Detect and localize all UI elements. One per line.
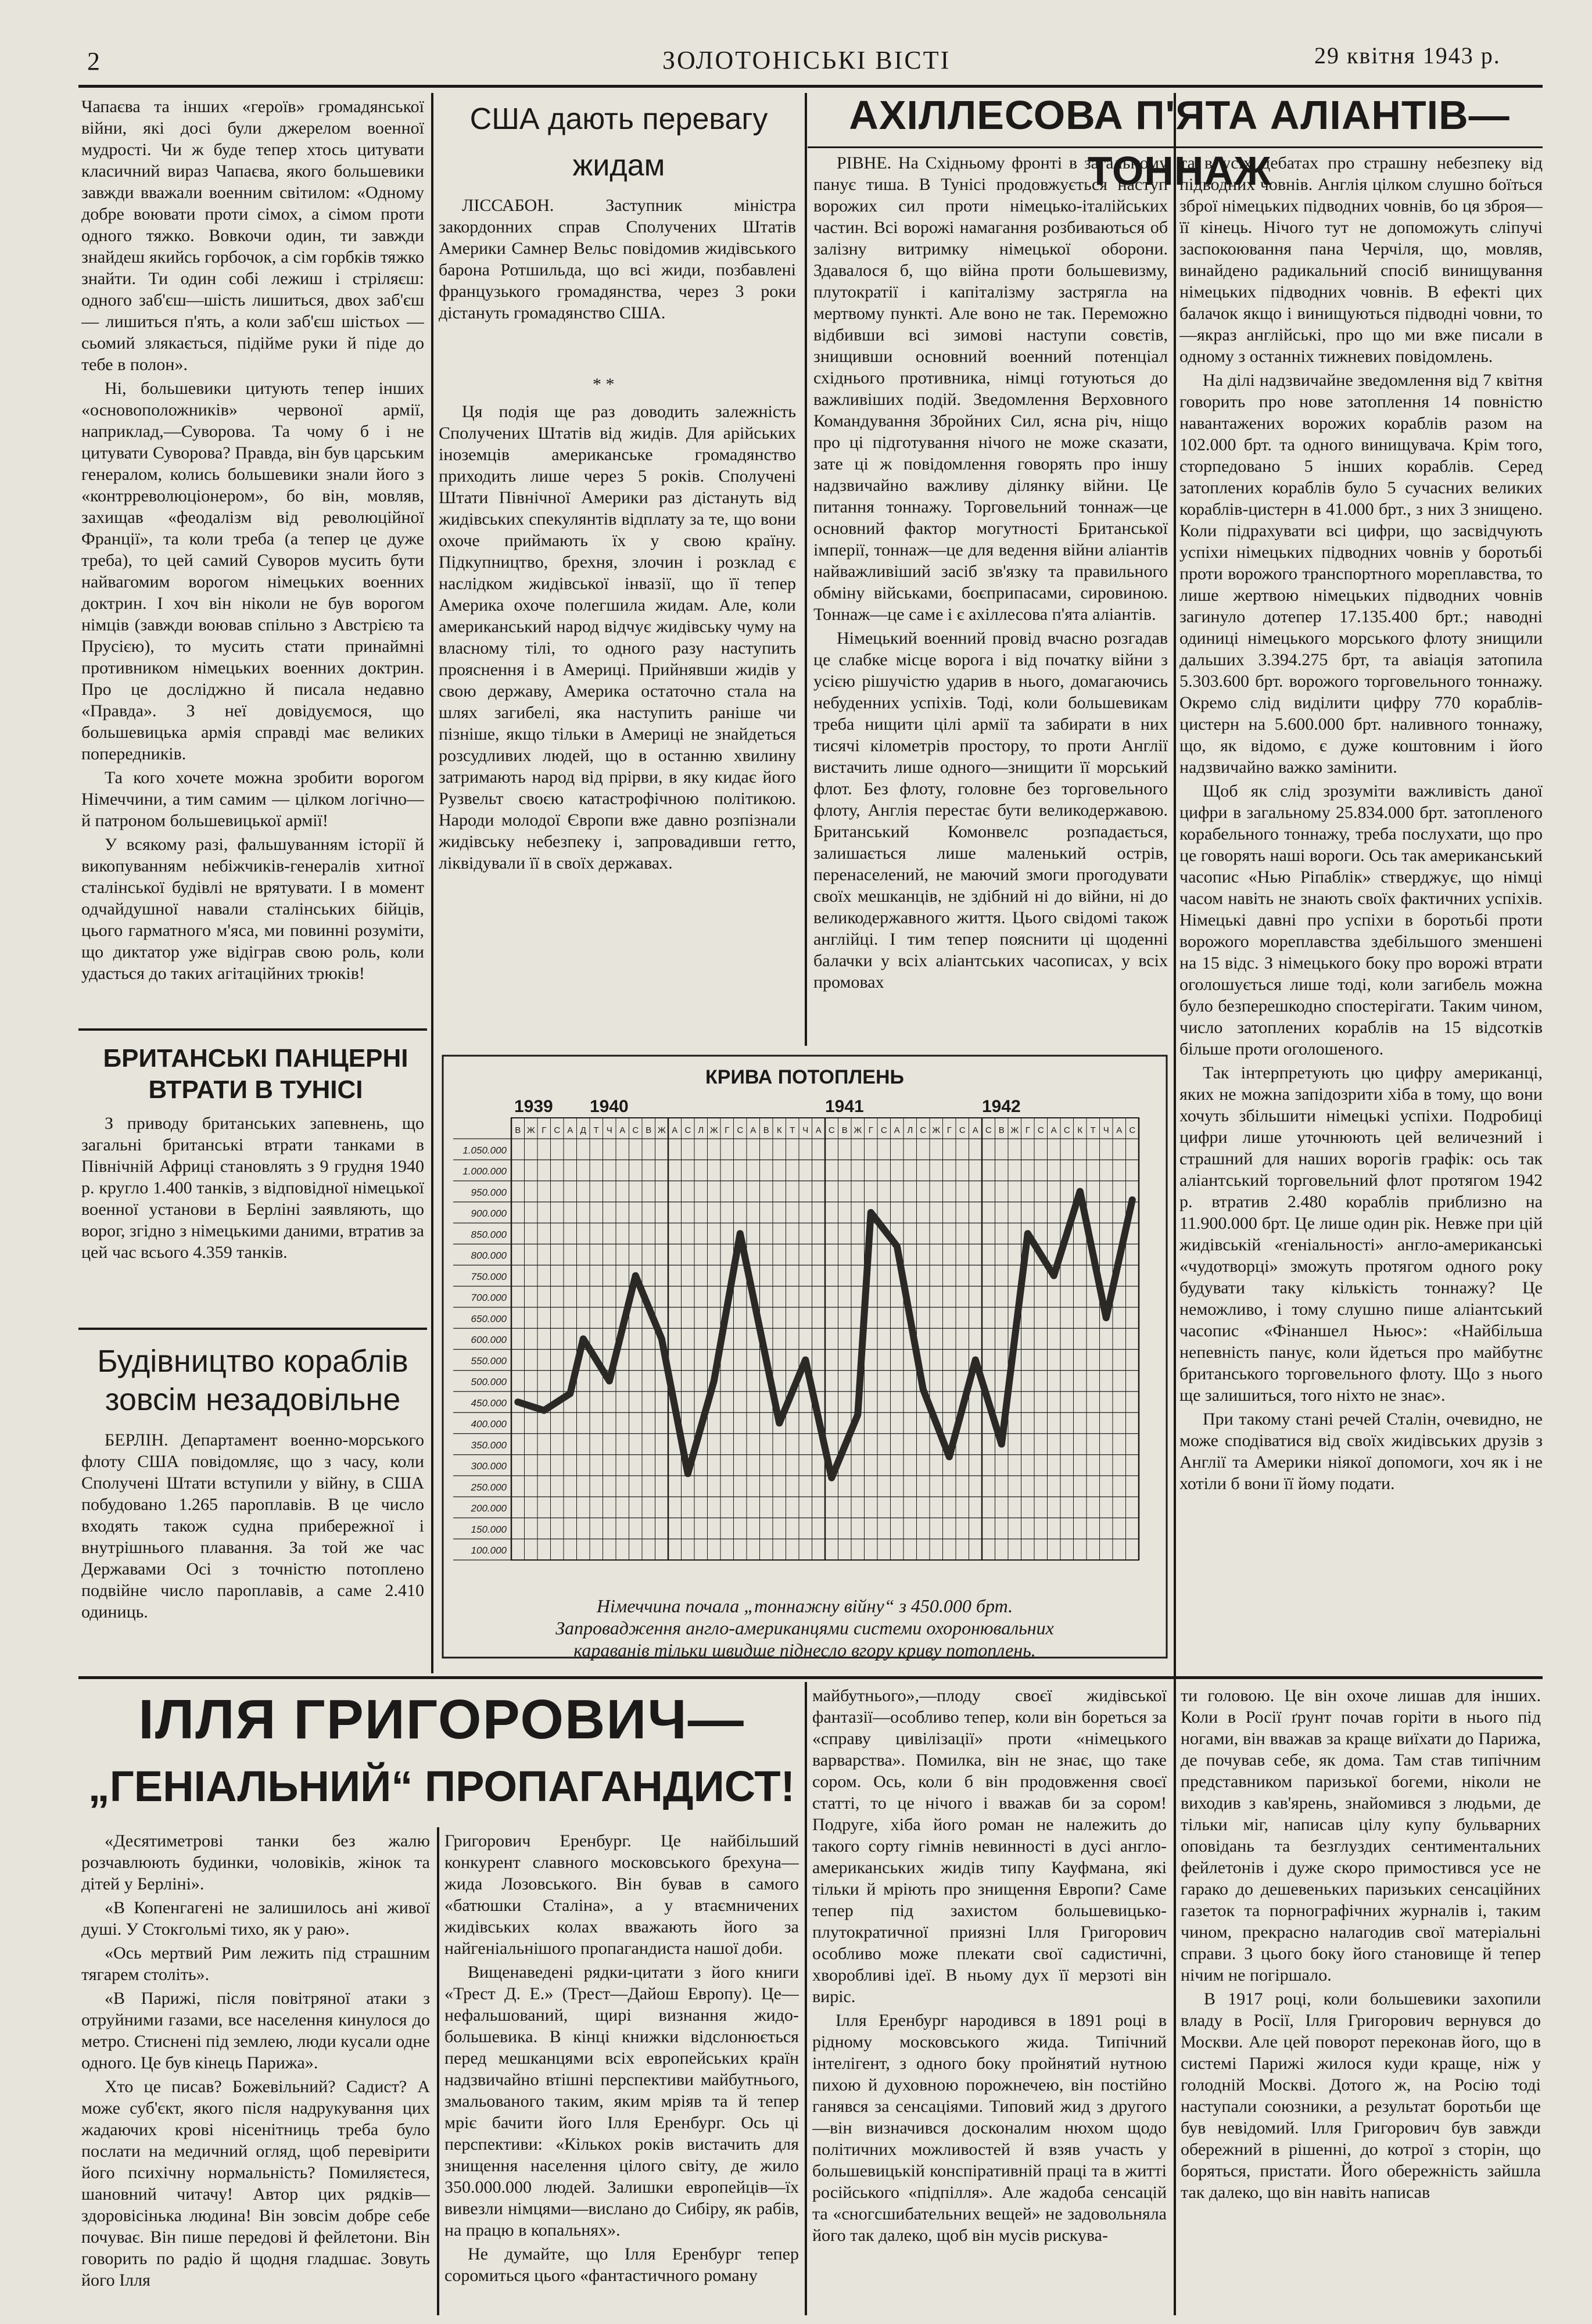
month-label: Г — [1025, 1125, 1030, 1135]
col1-top-article — [81, 96, 424, 1014]
month-label: Г — [946, 1125, 952, 1135]
british-tanks-headline: БРИТАНСЬКІ ПАНЦЕРНІ ВТРАТИ В ТУНІСІ — [103, 1044, 408, 1104]
month-label: Г — [868, 1125, 873, 1135]
paragraph: РІВНЕ. На Східньому фронті в загальному панує тиша. В Тунісі продовжується наступ ворожих сил проти німецько-італійських частин. Всі ворожі намагання розбиваються об залізну витримку німецької оборони. Здавалося б, що війна проти большевизму, плутократії і капіталізму застрягла на мертвому пункті. Але воно не так. Переможно відбивши всі зимові наступи совєтів, знищивши основний военний потенціал східнього противника, німці готуються до важливіших подій. Зведомлення Верховного Командування Збройних Сил, ясна річ, ніщо про ці підготування нічого не може сказати, зате ці ж повідомлення говорять про іншу надзвичайно важливу ділянку війни. Це питання тоннажу. Торговельний тоннаж—це основний фактор могутності Британської імперії, тоннаж—це для ведення війни аліантів найважливіший засіб зв'язку та правильного обміну військами, боєприпасами, сировиною. Тоннаж—це саме і є ахіллесова п'ята аліантів. — [813, 153, 1168, 624]
month-label: Т — [790, 1125, 795, 1135]
month-label: Г — [725, 1125, 730, 1135]
chart-caption — [447, 1595, 1162, 1661]
month-label: А — [972, 1125, 978, 1135]
paragraph: Хто це писав? Божевільний? Садист? А може суб'єкт, якого після надрукування цих жадаючих крові нісенітниць треба було послати на медичний огляд, щоб перевірити його психічну нормальність? Помиляєтеся, шановний читачу! Автор цих рядків—здоровісінька людина! Він зовсім добре себе почуває. Він пише передові й фейлетони. Він говорить по радіо й щодня гладшає. Зовуть його Ілля — [81, 2077, 430, 2290]
column-rule — [805, 1682, 807, 2315]
month-label: С — [554, 1125, 561, 1135]
usa-lead — [439, 195, 796, 369]
month-label: А — [1050, 1125, 1057, 1135]
achilles-col1 — [813, 152, 1168, 1059]
ehrenburg-col2 — [444, 1830, 799, 2318]
issue-date: 29 квітня 1943 р. — [1314, 42, 1501, 69]
paragraph: БЕРЛІН. Департамент военно-морського флоту США повідомляє, що з часу, коли Сполучені Штати вступили у війну, в США побудовано 1.265 пароплавів. В це число входять також судна прибережної і внутрішнього плавання. За той же час Державами Осі з точністю потоплено подвійне число пароплавів, а саме 2.410 одиниць. — [81, 1430, 424, 1622]
paragraph: Григорович Еренбург. Це найбільший конкурент славного московського брехуна—жида Лозовського. Він бував в самого «батюшки Сталіна», а у втаємничених жидівських колах вважають його за найгеніальнішого пропагандиста нашої доби. — [444, 1831, 799, 1958]
usa-headline: США дають перевагу жидам — [469, 102, 768, 182]
y-tick-label: 850.000 — [471, 1229, 507, 1240]
paragraph: майбутнього»,—плоду своєї жидівської фантазії—особливо тепер, коли він бореться за «справу цивілізації» проти «німецького варварства». Помилка, він не знає, що таке сором. Ось, коли б він продовження своєї статті, то це нічого і вважав би за сором! Подруге, хіба його роман не належить до такого сорту гімнів невинності в дусі англо-американських жидів типу Кауфмана, які тільки й мріють про знищення Европи? Саме тепер під захистом большевицько-плутократичної приязні Ілля Григорович особливо може плекати свої садистичні, хворобливі ідеї. В ньому дух її мерзоті він виріс. — [812, 1686, 1167, 2006]
y-tick-label: 800.000 — [471, 1250, 507, 1261]
section-rule — [78, 1676, 1543, 1679]
y-tick-label: 600.000 — [471, 1334, 507, 1346]
month-label: Ж — [932, 1125, 941, 1135]
paragraph: Ілля Еренбург народився в 1891 році в рідному московського жида. Типічний інтелігент, з одного боку пройнятий нутною пихою й духовною порожнечею, він постійно ганявся за сенсаціями. Типовий жид з другого—він визначився досконалим нюхом щодо політичних можливостей й взяв участь у большевицькій конспіративній праці та в житті російського «підпілля». Але жадоба сенсацій та «сногсшибательних вещей» не задовольняла його так далеко, щоб він мусів рискува- — [812, 2011, 1167, 2245]
year-label: 1942 — [982, 1097, 1021, 1116]
month-label: В — [763, 1125, 769, 1135]
y-tick-label: 1.050.000 — [462, 1145, 507, 1156]
headline-rule — [808, 146, 1543, 148]
month-label: Ж — [709, 1125, 718, 1135]
month-label: Ж — [657, 1125, 666, 1135]
shipbuilding-text — [81, 1429, 424, 1673]
month-label: А — [619, 1125, 626, 1135]
y-tick-label: 950.000 — [471, 1186, 507, 1198]
month-label: Ч — [606, 1125, 612, 1135]
paragraph: та в усіх дебатах про страшну небезпеку від підводних човнів. Англія цілком слушно боїться зброї німецьких підводних човнів, бо ця зброя—її кінець. Нічого тут не допоможуть сліпучі заспокоювання пана Черчіля, що, мовляв, винайдено радикальний спосіб винищування німецьких підводних човнів. В ефекті цих балачок якщо і винищуються підводні човни, то—якраз англійські, про що ми вже писали в одному з останніх тижневих повідомлень. — [1179, 153, 1543, 366]
month-label: Ч — [802, 1125, 809, 1135]
y-tick-label: 150.000 — [471, 1523, 507, 1535]
month-label: С — [632, 1125, 639, 1135]
paragraph: «Ось мертвий Рим лежить під страшним тягарем століть». — [81, 1943, 430, 1984]
paragraph: Щоб як слід зрозуміти важливість даної цифри в загальному 25.834.000 брт. затопленого корабельного тоннажу, треба послухати, що про це говорять наші вороги. Ось так американський часопис «Нью Рiпаблік» стверджує, що німці часом навіть не знають своїх фактичних успіхів. Німецькі давні про успіхи в боротьбі проти ворожого мореплавства здебільшого зменшені на 15 відс. З німецького боку про ворожі втрати оголошується лише тоді, коли загибель можна було безперешкодно спостерігати. Таким чином, число затоплених кораблів на 15 відсотків більше проти оголошеного. — [1179, 781, 1543, 1059]
column-rule — [437, 1827, 439, 2315]
paragraph: У всякому разі, фальшуванням історії й викопуванням небіжчиків-генералів хитної сталінської будівлі не врятувати. І в момент одчайдушної навали сталінських бійців, цього гарматного м'яса, ми повинні розуміти, що диктатор уже відіграв свою роль, коли удасться до таких агітаційних трюків! — [81, 835, 424, 983]
month-label: А — [750, 1125, 756, 1135]
month-label: С — [684, 1125, 691, 1135]
chart-title: КРИВА ПОТОПЛЕНЬ — [705, 1066, 904, 1088]
month-label: К — [1077, 1125, 1083, 1135]
ehrenburg-col4 — [1181, 1685, 1541, 2318]
paragraph: «В Копенгагені не залишилось ані живої душі. У Стокгольмі тихо, як у раю». — [81, 1898, 430, 1939]
month-label: С — [985, 1125, 992, 1135]
paragraph: Чапаєва та інших «героїв» громадянської війни, які досі були джерелом военної мудрості. Чи ж буде тепер хтось цитувати класичний вираз Чапаєва, якого большевики завжди вважали военним світилом: «Одному добре воювати проти сімох, а сімом проти одного тяжко. Вовкочи один, ти завжди знайдеш якийсь горбочок, а сім горбків тяжко знайти. Ти один собі лежиш і стріляєш: одного заб'єш—шість лишиться, двох заб'єш — лишиться п'ять, а коли заб'єш шістьох — сьомий злякається, підійме руки й піде до тебе в полон». — [81, 97, 424, 374]
paragraph: Не думайте, що Ілля Еренбург тепер соромиться цього «фантастичного роману — [444, 2244, 799, 2285]
y-tick-label: 500.000 — [471, 1376, 507, 1388]
column-rule — [431, 93, 433, 1673]
month-label: К — [776, 1125, 782, 1135]
month-label: С — [1063, 1125, 1070, 1135]
month-label: В — [515, 1125, 521, 1135]
year-label: 1939 — [514, 1097, 553, 1116]
paragraph: Ця подія ще раз доводить залежність Сполучених Штатів від жидів. Для арійських іноземців американське громадянство приходить лише через 5 років. Сполучені Штати Північної Америки раз дістануть від жидівських спекулянтів відплату за те, що вони охоче приймають їх у свою країну. Підкупництво, брехня, злочин і розклад є наслідком жидівської інвазії, що її тепер Америка охоче полегшила жидам. Але, коли американський народ відчує жидівську чуму на власному тілі, то одного разу наступить прояснення і в Америці. Прийнявши жидів у свою державу, Америка остаточно стала на шлях загибелі, яка наступить раніше чи пізніше, якщо тільки в Америці не знайдеться розсудливих людей, що в останню хвилину затримають народ від прірви, в яку кидає його Рузвельт своєю катастрофічною політикою. Народи молодої Європи вже давно розпізнали жидівську небезпеку і, запровадивши гетто, ліквідували її в своїх державах. — [439, 402, 796, 873]
month-label: В — [646, 1125, 652, 1135]
month-label: Л — [907, 1125, 913, 1135]
month-label: Т — [1090, 1125, 1096, 1135]
y-tick-label: 300.000 — [471, 1461, 507, 1472]
ehrenburg-headline-2: „ГЕНІАЛЬНИЙ“ ПРОПАГАНДИСТ! — [88, 1762, 795, 1810]
month-label: Т — [593, 1125, 599, 1135]
y-tick-label: 700.000 — [471, 1292, 507, 1304]
shipbuilding-headline: Будівництво кораблів зовсім незадовільне — [97, 1344, 408, 1417]
month-label: Л — [698, 1125, 704, 1135]
usa-text — [439, 401, 796, 1040]
sinking-curve-chart — [442, 1055, 1168, 1665]
year-label: 1941 — [825, 1097, 864, 1116]
section-rule — [78, 1028, 427, 1031]
caption-line: Запровадження англо-американцями системи охоронювальних — [555, 1618, 1054, 1638]
month-label: С — [959, 1125, 966, 1135]
month-label: Д — [580, 1125, 586, 1135]
paragraph: ЛІССАБОН. Заступник міністра закордонних справ Сполучених Штатів Америки Самнер Вельс повідомив жидівського барона Ротшильда, що всі жиди, позбавлені французького громадянства, через 3 роки дістануть громадянство США. — [439, 196, 796, 322]
month-label: Ж — [1010, 1125, 1019, 1135]
section-rule — [78, 1328, 427, 1330]
month-label: С — [880, 1125, 887, 1135]
month-label: Ж — [854, 1125, 862, 1135]
paragraph: На ділі надзвичайне зведомлення від 7 квітня говорить про нове затоплення 14 повністю навантажених ворожих кораблів разом на 102.000 брт. та одного винищувача. Крім того, сторпедовано 5 інших кораблів. Серед затоплених кораблів було 5 сучасних великих кораблів-цистерн в 41.000 брт., з них 3 знищено. Коли підрахувати всі цифри, що засвідчують успіхи німецьких підводних човнів у боротьбі проти ворожого транспортного мореплавства, то лише жертвою німецьких підводних човнів загинуло дотепер 17.135.400 брт.; наводні одиниці німецького морського флоту знищили дальших 3.394.275 брт, та авіація затопила 5.303.600 брт. ворожого торговельного тоннажу. Окремо слід виділити цифру 770 кораблів-цистерн на 5.600.000 брт. наливного тоннажу, що, як відомо, є дуже коштовним і його надзвичайно важко замінити. — [1179, 371, 1543, 777]
ehrenburg-headline-1: ІЛЛЯ ГРИГОРОВИЧ— — [138, 1688, 745, 1751]
y-tick-label: 650.000 — [471, 1313, 507, 1325]
month-label: Ч — [1103, 1125, 1109, 1135]
paragraph: Німецький военний провід вчасно розгадав це слабке місце ворога і від початку війни з усією рішучістю ударив в нього, домагаючись небуденних успіхів. Тоді, коли большевикам треба нищити цілі армії та забирати в них тисячі кілометрів простору, то проти Англії вистачить лише одного—знищити її морський флот. Без флоту, головне без торговельного флоту, Англія перестає бути великодержавою. Британський Комонвелс розпадається, залишається лише маленький острів, перенаселений, не маючий змоги прогодувати своїх мешканців, не здібний ні до війни, ні до великодержавного життя. Цього свідомі також англійці. І тим тепер пояснити ці щоденні балачки у всіх аліантських часописах, у всіх промовах — [813, 629, 1168, 992]
paragraph: Вищенаведені рядки-цитати з його книги «Трест Д. Е.» (Трест—Дайош Европу). Це—нефальшований, щирі визнання жидо-большевика. В кінці книжки відслонюється перед мешканцями всіх европейських країн надзвичайно втішні перспективи майбутнього, змальованого таким, яким мріяв та й тепер мріє бачити його Ілля Еренбург. Ось ці перспективи: «Кількох років вистачить для знищення населення цілого світу, де жило 350.000.000 людей. Залишки европейців—їх вивезли німцями—вислано до Сибіру, як рабів, на працю в копальнях». — [444, 1963, 799, 2240]
y-tick-label: 1.000.000 — [462, 1165, 507, 1177]
month-label: В — [998, 1125, 1005, 1135]
month-label: С — [920, 1125, 927, 1135]
column-rule — [1174, 1682, 1176, 2315]
month-label: С — [1129, 1125, 1136, 1135]
column-rule — [805, 93, 807, 1046]
month-label: С — [737, 1125, 744, 1135]
separator-stars: * * — [593, 375, 615, 394]
paragraph: З приводу британських запевнень, що загальні британські втрати танками в Північній Африці становлять з 9 грудня 1940 р. круглo 1.400 танків, з відповідної німецької военної установи в Берліні заявляють, що ворог, згідно з німецькими даними, втратив за цей час всього 4.359 танків. — [81, 1114, 424, 1262]
chart-svg — [442, 1055, 1168, 1665]
month-label: А — [1116, 1125, 1123, 1135]
month-label: С — [1037, 1125, 1044, 1135]
year-label: 1940 — [590, 1097, 629, 1116]
paragraph: «В Парижі, після повітряної атаки з отруйними газами, все населення кинулося до метро. Стиснені під землею, люди кусали одне одного. Це був кінець Парижа». — [81, 1989, 430, 2072]
paragraph: Ні, большевики цитують тепер інших «основоположників» червоної армії, наприклад,—Суворова. Та чому б і не цитувати Суворова? Правда, він був царським генералом, колись большевики знали його з «контрреволюціонером», бо він, мовляв, захищав «феодалізм від революційної Франції», та коли треба (а тепер це дуже треба), то цей самий Суворов мусить бути найвагомим ворогом німецьких военних доктрин. І хоч він ніколи не був ворогом німців (завжди воював спільно з Австрією та Прусією), то мусить стати принаймні противником німецьких военних доктрин. Про це досліджно й писала недавно «Правда». З неї довідуємося, що большевицька армія справді має великих попередників. — [81, 379, 424, 763]
paragraph: В 1917 році, коли большевики захопили владу в Росії, Ілля Григорович вернувся до Москви. Але цей поворот переконав його, що в системі Парижі жилося куди краще, ніж у голодній Москві. Дотого ж, на Росію тоді наступали союзники, а результат боротьби ще був невідомий. Ілля Григорович був завжди обережний в рішенні, до котрої з сторін, що боряться, пристати. Його обережність зайшла так далеко, що він навіть написав — [1181, 1989, 1541, 2202]
month-label: А — [672, 1125, 678, 1135]
month-label: А — [567, 1125, 573, 1135]
ehrenburg-col1 — [81, 1830, 430, 2318]
paragraph: ти головою. Це він охоче лишав для інших. Коли в Росії ґрунт почав горіти в нього під ногами, він вважав за краще виїхати до Парижа, де почував себе, як дома. Там став типічним представником паризької богеми, ніколи не виходив з кав'ярень, знайомився з людьми, де тільки міг, написав цілу купу бульварних оповідань та безглуздих сентиментальних фейлетонів і дуже скоро примостився усе не гарако до дешевеньких паризьких сенсаційних газеток та порнографічних журналів і, таким чином, прекрасно налагодив свої матеріальні справи. З цього боку його становище й тепер нічим не погіршало. — [1181, 1686, 1541, 1985]
ehrenburg-col3 — [812, 1685, 1167, 2318]
page-number: 2 — [87, 47, 101, 76]
y-tick-label: 750.000 — [471, 1271, 507, 1282]
y-tick-label: 900.000 — [471, 1208, 507, 1220]
y-tick-label: 450.000 — [471, 1397, 507, 1409]
achilles-headline: АХІЛЛЕСОВА П'ЯТА АЛІАНТІВ—ТОННАЖ — [849, 92, 1510, 193]
y-tick-label: 100.000 — [471, 1545, 507, 1556]
achilles-col2 — [1179, 152, 1543, 1663]
paragraph: Та кого хочете можна зробити ворогом Німеччини, а тим самим — цілком логічно—й патроном большевицької армії! — [81, 768, 424, 830]
caption-line: караванів тільки швидше піднесло вгору криву потоплень. — [573, 1640, 1036, 1660]
y-tick-label: 400.000 — [471, 1418, 507, 1430]
month-label: А — [894, 1125, 900, 1135]
column-rule — [1174, 93, 1176, 1685]
y-tick-label: 350.000 — [471, 1439, 507, 1451]
month-label: Г — [542, 1125, 547, 1135]
y-tick-label: 250.000 — [471, 1482, 507, 1493]
caption-line: Німеччина почала „тоннажну війну“ з 450.000 брт. — [596, 1595, 1013, 1616]
paragraph: При такому стані речей Сталін, очевидно, не може сподіватися від своїх жидівських друзів з Англії та Америки ніякої допомоги, хоч як і не хотіли б вони її йому подати. — [1179, 1410, 1543, 1493]
paragraph: Так інтерпретують цю цифру американці, яких не можна запідозрити хіба в тому, що вони хочуть збільшити німецькі успіхи. Подробиці цифри лише уточнюють цей величезний і страшний для наших ворогів графік: ось так аліантський торговельний флот протягом 1942 р. втратив 2.480 кораблів приблизно на 11.900.000 брт. Це лише один рік. Невже при цій жидівській «геніальності» англо-американські «чудотворці» зможуть протягом одного року будувати таку кількість тоннажу? Це неможливо, і тому слушно пише аліантський часопис «Фінаншел Ньюс»: «Найбільша непевність панує, коли йдеться про майбутнє британського торговельного флоту. Що з нього ще залишиться, того ніхто не знає». — [1179, 1063, 1543, 1405]
british-tanks-text — [81, 1113, 424, 1322]
paragraph: «Десятиметрові танки без жалю розчавлюють будинки, чоловіків, жінок та дітей у Берліні». — [81, 1831, 430, 1893]
paper-title: ЗОЛОТОНІСЬКІ ВІСТІ — [662, 46, 951, 74]
month-label: С — [828, 1125, 835, 1135]
month-label: А — [815, 1125, 822, 1135]
y-tick-label: 200.000 — [471, 1502, 507, 1514]
month-label: Ж — [526, 1125, 535, 1135]
y-tick-label: 550.000 — [471, 1355, 507, 1367]
month-label: В — [841, 1125, 848, 1135]
